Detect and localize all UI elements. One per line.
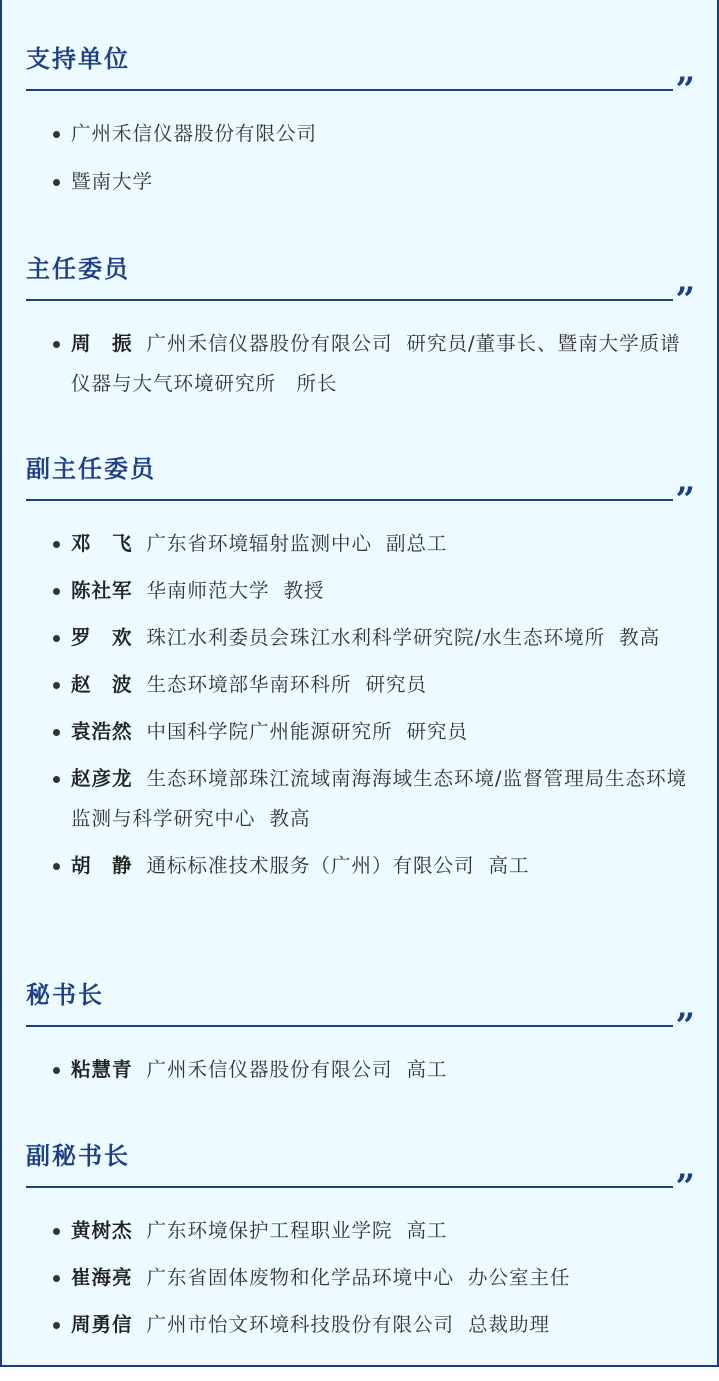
member-role: 办公室主任 (468, 1266, 571, 1289)
member-role: 教高 (269, 807, 311, 830)
bullet-icon (53, 863, 60, 870)
member-role: 教授 (283, 579, 325, 602)
member-org: 广州禾信仪器股份有限公司 (146, 1058, 393, 1081)
member-name: 罗 欢 (71, 626, 133, 649)
list-item (26, 324, 695, 404)
quote-mark-icon: ” (675, 1167, 695, 1207)
member-name: 赵 波 (71, 673, 133, 696)
section-title: 支持单位 (26, 45, 130, 73)
member-name: 袁浩然 (71, 720, 133, 743)
member-list (26, 1050, 695, 1090)
list-item (26, 1211, 695, 1251)
member-role: 研究员/董事长、暨南大学质谱仪器与大气环境研究所 所长 (71, 332, 681, 395)
org-name: 广州禾信仪器股份有限公司 (71, 122, 318, 145)
list-item (26, 712, 695, 752)
member-org: 珠江水利委员会珠江水利科学研究院/水生态环境所 (146, 626, 606, 649)
divider-line (26, 89, 673, 91)
section-title: 副秘书长 (26, 1142, 130, 1170)
bullet-icon (53, 682, 60, 689)
member-name: 粘慧青 (71, 1058, 133, 1081)
bullet-icon (53, 1228, 60, 1235)
bullet-icon (53, 1067, 60, 1074)
member-org: 广东省环境辐射监测中心 (146, 532, 373, 555)
list-item (26, 1050, 695, 1090)
member-name: 崔海亮 (71, 1266, 133, 1289)
divider-line (26, 499, 673, 501)
section-vice-directors (26, 454, 695, 886)
member-org: 广东环境保护工程职业学院 (146, 1219, 393, 1242)
member-role: 研究员 (406, 720, 469, 743)
section-title: 主任委员 (26, 255, 130, 283)
quote-mark-icon: ” (675, 480, 695, 520)
divider-line (26, 1186, 673, 1188)
member-role: 总裁助理 (468, 1313, 551, 1336)
member-name: 黄树杰 (71, 1219, 133, 1242)
member-role: 研究员 (365, 673, 428, 696)
section-secretary-general (26, 980, 695, 1090)
bullet-icon (53, 1275, 60, 1282)
member-org: 通标标准技术服务（广州）有限公司 (146, 854, 475, 877)
list-item (26, 846, 695, 886)
member-org: 广东省固体废物和化学品环境中心 (146, 1266, 455, 1289)
section-divider (26, 480, 695, 520)
section-support-units (26, 44, 695, 202)
section-title: 副主任委员 (26, 455, 156, 483)
member-role: 高工 (488, 854, 530, 877)
bullet-icon (53, 179, 60, 186)
member-name: 邓 飞 (71, 532, 133, 555)
member-role: 高工 (406, 1219, 448, 1242)
list-item (26, 1305, 695, 1345)
support-unit-list (26, 114, 695, 202)
member-list (26, 324, 695, 404)
section-divider (26, 280, 695, 320)
member-org: 生态环境部华南环科所 (146, 673, 352, 696)
member-org: 生态环境部珠江流域南海海域生态环境/监督管理局生态环境监测与科学研究中心 (71, 767, 688, 830)
member-org: 华南师范大学 (146, 579, 270, 602)
bullet-icon (53, 635, 60, 642)
list-item (26, 571, 695, 611)
section-divider (26, 1006, 695, 1046)
section-deputy-secretary-general (26, 1141, 695, 1345)
member-org: 中国科学院广州能源研究所 (146, 720, 393, 743)
quote-mark-icon: ” (675, 70, 695, 110)
bullet-icon (53, 341, 60, 348)
divider-line (26, 299, 673, 301)
list-item (26, 114, 695, 154)
quote-mark-icon: ” (675, 280, 695, 320)
list-item (26, 759, 695, 839)
member-org: 广州禾信仪器股份有限公司 (146, 332, 393, 355)
bullet-icon (53, 729, 60, 736)
bullet-icon (53, 588, 60, 595)
member-list (26, 524, 695, 886)
section-divider (26, 70, 695, 110)
bullet-icon (53, 776, 60, 783)
member-role: 副总工 (386, 532, 448, 555)
section-divider (26, 1167, 695, 1207)
list-item (26, 162, 695, 202)
section-director (26, 254, 695, 404)
bullet-icon (53, 541, 60, 548)
member-name: 赵彦龙 (71, 767, 133, 790)
member-list (26, 1211, 695, 1345)
bullet-icon (53, 1322, 60, 1329)
quote-mark-icon: ” (675, 1006, 695, 1046)
list-item (26, 665, 695, 705)
list-item (26, 618, 695, 658)
member-name: 周勇信 (71, 1313, 133, 1336)
member-role: 教高 (619, 626, 661, 649)
member-name: 胡 静 (71, 854, 133, 877)
divider-line (26, 1025, 673, 1027)
section-title: 秘书长 (26, 981, 104, 1009)
member-role: 高工 (406, 1058, 448, 1081)
org-name: 暨南大学 (71, 170, 154, 193)
list-item (26, 1258, 695, 1298)
list-item (26, 524, 695, 564)
bullet-icon (53, 131, 60, 138)
member-org: 广州市怡文环境科技股份有限公司 (146, 1313, 455, 1336)
member-name: 周 振 (71, 332, 133, 355)
member-name: 陈社军 (71, 579, 133, 602)
